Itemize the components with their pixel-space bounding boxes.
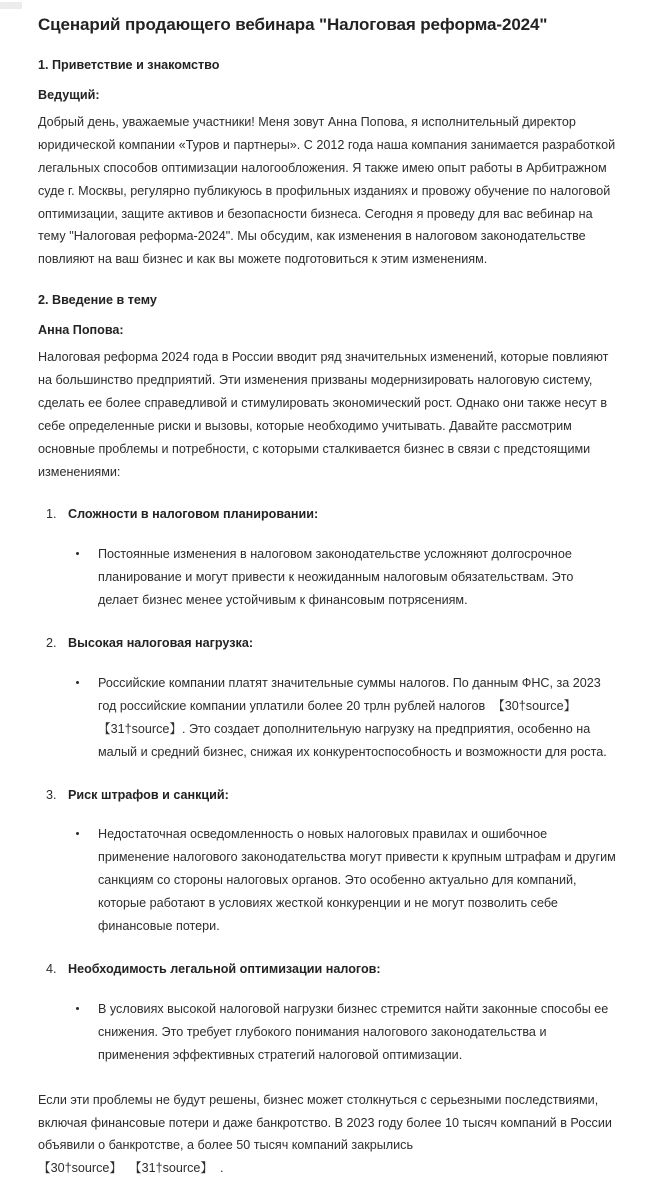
detail-list [68, 653, 616, 764]
list-marker: 4. [46, 961, 57, 976]
citation-marker[interactable]: 【30†source】 [492, 698, 577, 713]
detail-text: В условиях высокой налоговой нагрузки бизнес стремится найти законные способы ее снижения. Это требует глубокого понимания налогового законодательства и применения эффективных стратегий налоговой оптимизации. [98, 1001, 609, 1062]
speaker-label: Анна Попова: [38, 323, 124, 338]
bullet-icon [76, 552, 79, 555]
list-marker: 1. [46, 507, 57, 522]
list-item [68, 524, 616, 612]
detail-list [68, 804, 616, 938]
problem-title: Высокая налоговая нагрузка: [68, 636, 254, 651]
list-marker: 3. [46, 787, 57, 802]
problem-title: Риск штрафов и санкций: [68, 787, 229, 802]
detail-list [68, 979, 616, 1067]
page-title: Сценарий продающего вебинара "Налоговая реформа-2024" [38, 15, 548, 34]
problem-title: Сложности в налоговом планировании: [68, 507, 319, 522]
list-marker: 2. [46, 636, 57, 651]
list-item [68, 804, 616, 938]
detail-text: Недостаточная осведомленность о новых налоговых правилах и ошибочное применение налогового законодательства могут привести к крупным штрафам и другим санкциям со стороны налоговых органов. Это особенно актуально для компаний, которые работают в условиях жесткой конкуренции и не могут позволить себе финансовые потери. [98, 827, 616, 934]
section-introduction [38, 271, 616, 483]
citation-marker[interactable]: 【31†source】 [98, 721, 182, 736]
problem-list [38, 483, 616, 1066]
list-item [68, 653, 616, 764]
bullet-icon [76, 832, 79, 835]
section-paragraph: Налоговая реформа 2024 года в России вводит ряд значительных изменений, которые повлияют на большинство предприятий. Эти изменения призваны модернизировать налоговую систему, сделать ее более справедливой и стимулировать экономический рост. Однако они также несут в себе определенные риски и вызовы, которые необходимо учитывать. Давайте рассмотрим основные проблемы и потребности, с которыми сталкивается бизнес в связи с предстоящими изменениями: [38, 350, 609, 479]
citation-marker[interactable]: 【30†source】 [38, 1161, 122, 1176]
section-paragraph: Добрый день, уважаемые участники! Меня зовут Анна Попова, я исполнительный директор юридической компании «Туров и партнеры». С 2012 года наша компания занимается разработкой легальных способов оптимизации налогообложения. Я также имею опыт работы в Арбитражном суде г. Москвы, регулярно публикуюсь в профильных изданиях и провожу обучение по налоговой оптимизации, защите активов и безопасности бизнеса. Сегодня я проведу для вас вебинар на тему "Налоговая реформа-2024". Мы обсудим, как изменения в налоговом законодательстве повлияют на ваш бизнес и как вы можете подготовиться к этим изменениям. [38, 114, 616, 267]
citation-marker[interactable]: 【31†source】 [129, 1161, 213, 1176]
list-item [38, 483, 616, 612]
list-item [38, 612, 616, 764]
closing-text-before: Если эти проблемы не будут решены, бизнес может столкнуться с серьезными последствиями, включая финансовые потери и даже банкротство. В 2023 году более 10 тысяч компаний в России объявили о банкротстве, а более 50 тысяч компаний закрылись [38, 1092, 612, 1153]
bullet-icon [76, 1007, 79, 1010]
detail-list [68, 524, 616, 612]
list-item [38, 764, 616, 938]
section-heading: 2. Введение в тему [38, 293, 157, 308]
list-item [38, 938, 616, 1067]
detail-text [98, 672, 616, 764]
closing-text-after: . [220, 1161, 224, 1176]
detail-text-after: . Это создает дополнительную нагрузку на предприятия, особенно на малый и средний бизнес, снижая их конкурентоспособность и возможности для роста. [98, 721, 607, 759]
list-item [68, 979, 616, 1067]
closing-paragraph [38, 1067, 616, 1180]
speaker-label: Ведущий: [38, 87, 100, 102]
section-welcome [38, 36, 616, 271]
problem-title: Необходимость легальной оптимизации налогов: [68, 961, 381, 976]
section-heading: 1. Приветствие и знакомство [38, 58, 220, 73]
detail-text-before: Российские компании платят значительные суммы налогов. По данным ФНС, за 2023 год российские компании уплатили более 20 трлн рублей налогов [98, 675, 601, 713]
bullet-icon [76, 681, 79, 684]
detail-text: Постоянные изменения в налоговом законодательстве усложняют долгосрочное планирование и могут привести к неожиданным налоговым обязательствам. Это делает бизнес менее устойчивым к финансовым потрясениям. [98, 547, 574, 608]
